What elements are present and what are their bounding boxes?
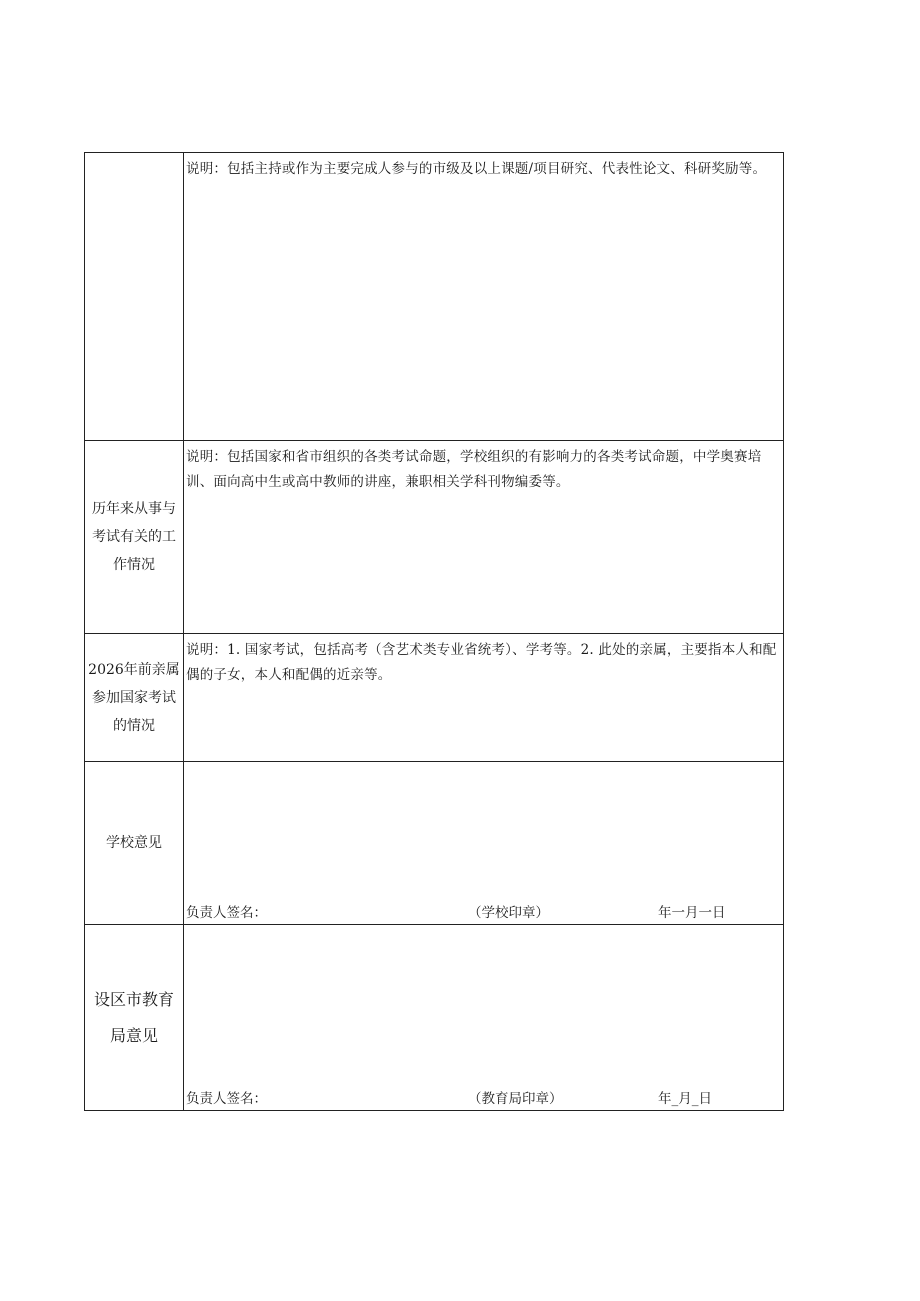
exam-work-label: 历年来从事与考试有关的工作情况 (85, 441, 184, 634)
exam-work-note: 说明：包括国家和省市组织的各类考试命题，学校组织的有影响力的各类考试命题，中学奥赛培训、面向高中生或高中教师的讲座，兼职相关学科刊物编委等。 (186, 449, 762, 490)
research-input-area[interactable] (184, 153, 784, 441)
school-seal-label: （学校印章） (468, 905, 549, 921)
school-opinion-input-area[interactable] (184, 762, 784, 925)
bureau-opinion-input-area[interactable] (184, 925, 784, 1111)
bureau-date-label: 年_月_日 (658, 1091, 712, 1107)
research-note: 说明：包括主持或作为主要完成人参与的市级及以上课题/项目研究、代表性论文、科研奖励等。 (186, 161, 767, 177)
bureau-signature-label: 负责人签名： (186, 1091, 267, 1107)
bureau-sign-line (186, 1088, 781, 1110)
school-date-label: 年一月一日 (658, 905, 726, 921)
school-opinion-row (85, 762, 784, 925)
relatives-exam-input-area[interactable] (184, 634, 784, 762)
school-sign-line (186, 902, 781, 924)
relatives-exam-label: 2026年前亲属参加国家考试的情况 (85, 634, 184, 762)
bureau-seal-label: （教育局印章） (468, 1091, 563, 1107)
school-opinion-label: 学校意见 (85, 762, 184, 925)
relatives-exam-note: 说明：1. 国家考试，包括高考（含艺术类专业省统考）、学考等。2. 此处的亲属，主要指本人和配偶的子女，本人和配偶的近亲等。 (186, 642, 777, 683)
research-row (85, 153, 784, 441)
bureau-opinion-label: 设区市教育局意见 (85, 925, 184, 1111)
relatives-exam-row (85, 634, 784, 762)
research-label (85, 153, 184, 441)
application-form-table (84, 152, 784, 1111)
bureau-opinion-row (85, 925, 784, 1111)
exam-work-input-area[interactable] (184, 441, 784, 634)
exam-work-row (85, 441, 784, 634)
school-signature-label: 负责人签名： (186, 905, 267, 921)
